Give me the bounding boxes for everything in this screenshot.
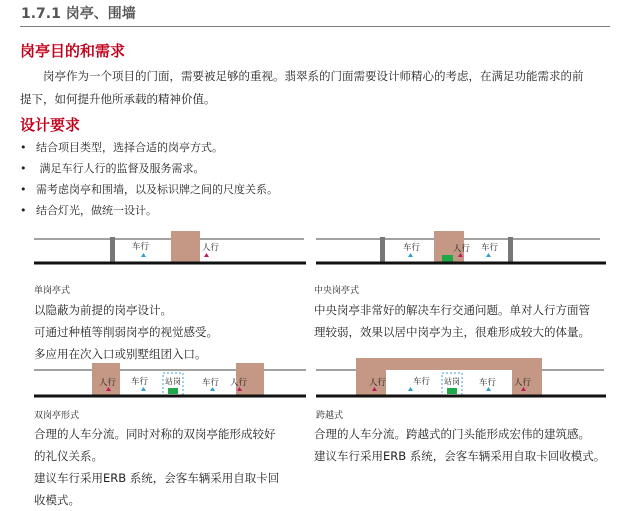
spanning-booth-diagram <box>312 356 612 404</box>
purpose-line-1: 岗亭作为一个项目的门面，需要被足够的重视。翡翠系的门面需要设计师精心的考虑，在满足功能需求的前 <box>43 69 584 83</box>
guard-marker <box>447 388 457 394</box>
walk-label: 人行 <box>202 243 220 253</box>
purpose-paragraph <box>20 65 620 111</box>
desc-single-booth: 以隐蔽为前提的岗亭设计。 可通过种植等削弱岗亭的视觉感受。 多应用在次入口或别墅组团入口。 <box>34 303 218 361</box>
bullet-icon: • <box>20 141 27 154</box>
car-arrow-icon <box>141 253 146 257</box>
car-label: 车行 <box>202 378 220 388</box>
list-item: • 满足车行人行的监督及服务需求。 <box>20 158 278 179</box>
walk-label: 人行 <box>99 378 117 388</box>
station-label: 站岗 <box>165 377 181 386</box>
car-label: 车行 <box>403 243 421 253</box>
car-label: 车行 <box>479 378 497 388</box>
requirements-list <box>20 137 278 221</box>
list-item: • 结合灯光，做统一设计。 <box>20 200 278 221</box>
single-booth-diagram <box>30 225 310 275</box>
gate-post <box>508 237 513 263</box>
car-label: 车行 <box>481 243 499 253</box>
guard-marker <box>168 388 178 394</box>
car-label: 车行 <box>132 242 150 252</box>
bullet-icon: • <box>20 162 27 175</box>
car-arrow-icon <box>408 253 413 257</box>
guard-marker <box>442 255 453 262</box>
desc-central-booth: 中央岗亭非常好的解决车行交通问题。单对人行方面管 理较弱，效果以居中岗亭为主，很难形成较大的体量。 <box>314 303 590 339</box>
walk-arrow-icon <box>204 253 209 257</box>
purpose-heading: 岗亭目的和需求 <box>20 42 126 60</box>
walk-label: 人行 <box>369 378 387 388</box>
car-label: 车行 <box>131 377 149 387</box>
gate-post <box>110 237 115 263</box>
desc-double-booth: 合理的人车分流。同时对称的双岗亭能形成较好 的礼仪关系。 建议车行采用ERB 系统，会客车辆采用自取卡回 收模式。 <box>34 427 280 507</box>
walk-label: 人行 <box>230 378 248 388</box>
section-title: 1.7.1 岗亭、围墙 <box>21 6 136 22</box>
list-item: • 需考虑岗亭和围墙，以及标识牌之间的尺度关系。 <box>20 179 278 200</box>
section-divider <box>20 26 610 27</box>
booth-shape <box>171 231 200 263</box>
car-arrow-icon <box>408 387 413 391</box>
list-item: • 结合项目类型，选择合适的岗亭方式。 <box>20 137 278 158</box>
station-label: 站岗 <box>444 377 460 386</box>
caption-spanning: 跨越式 <box>316 411 344 421</box>
gate-post <box>380 237 385 263</box>
desc-spanning: 合理的人车分流。跨越式的门头能形成宏伟的建筑感。 建议车行采用ERB 系统，会客车辆采用自取卡回收模式。 <box>314 427 606 463</box>
requirements-heading: 设计要求 <box>20 116 81 134</box>
walk-label: 人行 <box>514 378 532 388</box>
car-arrow-icon <box>141 387 146 391</box>
walk-label: 人行 <box>453 244 471 254</box>
bullet-icon: • <box>20 204 27 217</box>
caption-single-booth: 单岗亭式 <box>34 286 71 296</box>
purpose-line-2: 提下，如何提升他所承载的精神价值。 <box>20 92 216 106</box>
bullet-icon: • <box>20 183 27 196</box>
car-arrow-icon <box>486 253 491 257</box>
car-label: 车行 <box>413 377 431 387</box>
caption-central-booth: 中央岗亭式 <box>314 286 360 296</box>
caption-double-booth: 双岗亭形式 <box>34 411 80 421</box>
